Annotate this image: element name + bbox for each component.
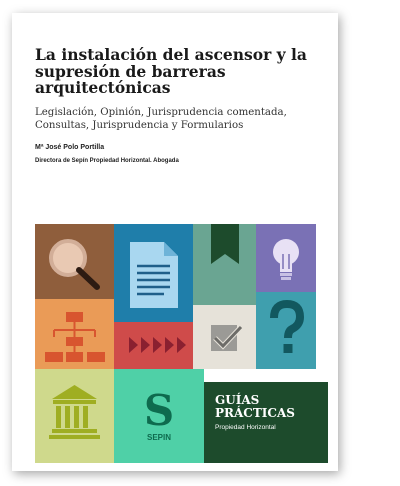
author-role: Directora de Sepín Propiedad Horizontal. Abogada: [35, 158, 179, 164]
sepin-logo-text: SEPIN: [146, 433, 171, 442]
lightbulb-tile: [256, 224, 316, 292]
series-tile: [204, 382, 328, 463]
book-title: La instalación del ascensor y la supresión de barreras arquitectónicas: [35, 45, 307, 97]
magnifier-icon: [35, 224, 114, 299]
courthouse-tile: [35, 369, 114, 463]
org-chart-icon: [35, 299, 114, 369]
lightbulb-icon: [256, 224, 316, 292]
bookmark-tile: [193, 224, 256, 305]
bookmark-icon: [193, 224, 256, 305]
book-cover: [12, 13, 338, 471]
arrows-tile: [114, 322, 193, 369]
checkbox-icon: [193, 305, 256, 369]
document-icon: [114, 224, 193, 322]
sepin-logo-icon: [114, 369, 204, 463]
question-tile: [256, 292, 316, 369]
courthouse-icon: [35, 369, 114, 463]
svg-text:S: S: [143, 386, 175, 435]
sepin-logo-tile: [114, 369, 204, 463]
checkbox-tile: [193, 305, 256, 369]
magnifier-tile: [35, 224, 114, 299]
arrows-icon: [114, 322, 193, 369]
org-chart-tile: [35, 299, 114, 369]
series-subtitle: Propiedad Horizontal: [215, 424, 276, 431]
series-title: GUÍAS PRÁCTICAS: [215, 393, 295, 420]
book-subtitle: Legislación, Opinión, Jurisprudencia comentada, Consultas, Jurisprudencia y Formularios: [35, 107, 287, 131]
book-author: Mª José Polo Portilla: [35, 144, 105, 151]
question-mark-icon: [256, 292, 316, 369]
document-tile: [114, 224, 193, 322]
